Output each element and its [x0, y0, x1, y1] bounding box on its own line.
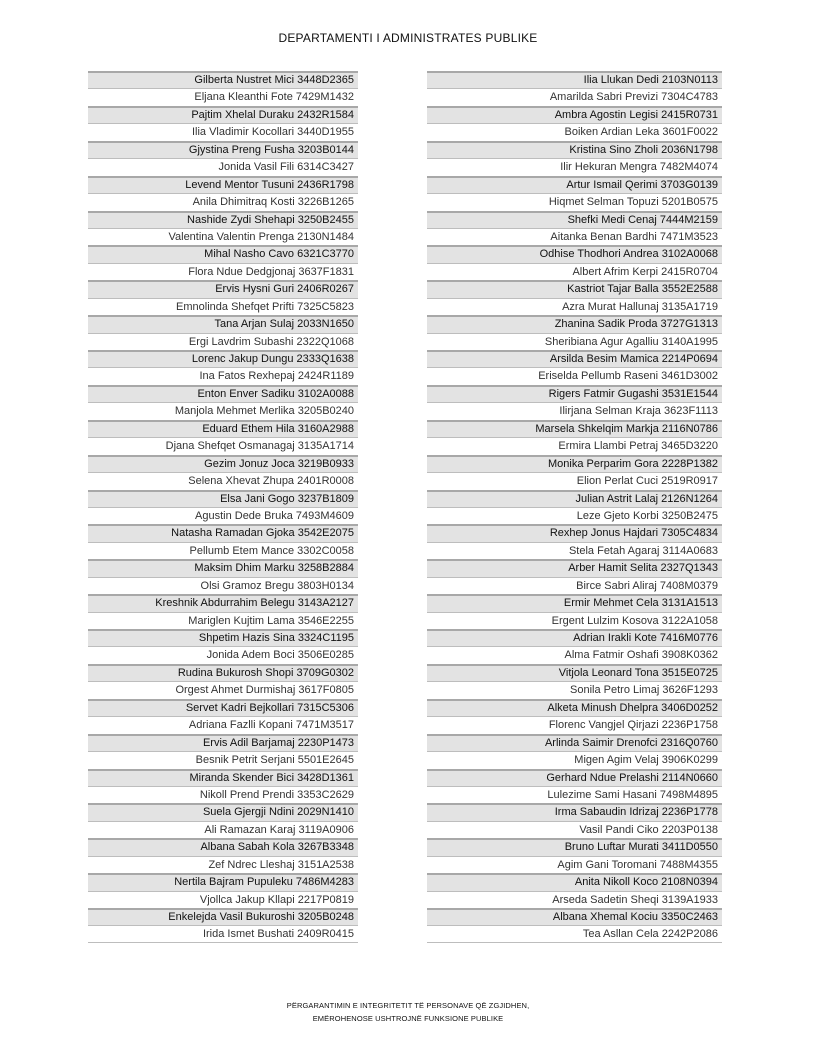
list-item: Anita Nikoll Koco 2108N0394 — [427, 873, 722, 890]
list-item: Anila Dhimitraq Kosti 3226B1265 — [88, 193, 358, 210]
list-item: Manjola Mehmet Merlika 3205B0240 — [88, 402, 358, 419]
list-item: Vjollca Jakup Kllapi 2217P0819 — [88, 891, 358, 908]
list-item: Kristina Sino Zholi 2036N1798 — [427, 141, 722, 158]
list-item: Kreshnik Abdurrahim Belegu 3143A2127 — [88, 594, 358, 611]
list-item: Leze Gjeto Korbi 3250B2475 — [427, 507, 722, 524]
list-item: Irida Ismet Bushati 2409R0415 — [88, 925, 358, 942]
list-item: Florenc Vangjel Qirjazi 2236P1758 — [427, 716, 722, 733]
list-item: Nikoll Prend Prendi 3353C2629 — [88, 786, 358, 803]
list-item: Nertila Bajram Pupuleku 7486M4283 — [88, 873, 358, 890]
list-item: Boiken Ardian Leka 3601F0022 — [427, 123, 722, 140]
list-item: Ilia Vladimir Kocollari 3440D1955 — [88, 123, 358, 140]
list-item: Ervis Hysni Guri 2406R0267 — [88, 280, 358, 297]
list-item: Odhise Thodhori Andrea 3102A0068 — [427, 245, 722, 262]
footer-line-2: EMËROHENOSE USHTROJNË FUNKSIONE PUBLIKE — [312, 1014, 504, 1023]
list-item: Agim Gani Toromani 7488M4355 — [427, 856, 722, 873]
list-item: Levend Mentor Tusuni 2436R1798 — [88, 176, 358, 193]
list-item: Jonida Vasil Fili 6314C3427 — [88, 158, 358, 175]
list-item: Kastriot Tajar Balla 3552E2588 — [427, 280, 722, 297]
list-item: Albana Sabah Kola 3267B3348 — [88, 838, 358, 855]
list-item: Alma Fatmir Oshafi 3908K0362 — [427, 646, 722, 663]
list-item: Bruno Luftar Murati 3411D0550 — [427, 838, 722, 855]
list-item: Ilir Hekuran Mengra 7482M4074 — [427, 158, 722, 175]
list-item: Ina Fatos Rexhepaj 2424R1189 — [88, 367, 358, 384]
list-item: Maksim Dhim Marku 3258B2884 — [88, 559, 358, 576]
list-item: Stela Fetah Agaraj 3114A0683 — [427, 542, 722, 559]
list-item: Zef Ndrec Lleshaj 3151A2538 — [88, 856, 358, 873]
list-item: Rigers Fatmir Gugashi 3531E1544 — [427, 385, 722, 402]
list-item: Nashide Zydi Shehapi 3250B2455 — [88, 211, 358, 228]
list-item: Besnik Petrit Serjani 5501E2645 — [88, 751, 358, 768]
list-item: Arseda Sadetin Sheqi 3139A1933 — [427, 891, 722, 908]
list-item: Ali Ramazan Karaj 3119A0906 — [88, 821, 358, 838]
list-item: Orgest Ahmet Durmishaj 3617F0805 — [88, 681, 358, 698]
list-item: Tana Arjan Sulaj 2033N1650 — [88, 315, 358, 332]
list-item: Gerhard Ndue Prelashi 2114N0660 — [427, 769, 722, 786]
list-item: Ervis Adil Barjamaj 2230P1473 — [88, 734, 358, 751]
list-item: Alketa Minush Dhelpra 3406D0252 — [427, 699, 722, 716]
list-item: Flora Ndue Dedgjonaj 3637F1831 — [88, 263, 358, 280]
left-name-list — [88, 71, 358, 943]
list-item: Lulezime Sami Hasani 7498M4895 — [427, 786, 722, 803]
footer — [0, 999, 816, 1025]
list-item: Gjystina Preng Fusha 3203B0144 — [88, 141, 358, 158]
list-item: Natasha Ramadan Gjoka 3542E2075 — [88, 524, 358, 541]
list-item: Agustin Dede Bruka 7493M4609 — [88, 507, 358, 524]
list-item: Ergi Lavdrim Subashi 2322Q1068 — [88, 333, 358, 350]
list-item: Pajtim Xhelal Duraku 2432R1584 — [88, 106, 358, 123]
list-item: Hiqmet Selman Topuzi 5201B0575 — [427, 193, 722, 210]
list-item: Sonila Petro Limaj 3626F1293 — [427, 681, 722, 698]
list-item: Albert Afrim Kerpi 2415R0704 — [427, 263, 722, 280]
list-item: Zhanina Sadik Proda 3727G1313 — [427, 315, 722, 332]
list-item: Ermira Llambi Petraj 3465D3220 — [427, 437, 722, 454]
list-item: Arber Hamit Selita 2327Q1343 — [427, 559, 722, 576]
list-item: Mihal Nasho Cavo 6321C3770 — [88, 245, 358, 262]
list-item: Arsilda Besim Mamica 2214P0694 — [427, 350, 722, 367]
list-item: Ilia Llukan Dedi 2103N0113 — [427, 71, 722, 88]
list-item: Albana Xhemal Kociu 3350C2463 — [427, 908, 722, 925]
list-item: Selena Xhevat Zhupa 2401R0008 — [88, 472, 358, 489]
list-item: Aitanka Benan Bardhi 7471M3523 — [427, 228, 722, 245]
list-item: Lorenc Jakup Dungu 2333Q1638 — [88, 350, 358, 367]
list-item: Vitjola Leonard Tona 3515E0725 — [427, 664, 722, 681]
list-item: Tea Asllan Cela 2242P2086 — [427, 925, 722, 942]
list-item: Rudina Bukurosh Shopi 3709G0302 — [88, 664, 358, 681]
list-item: Shpetim Hazis Sina 3324C1195 — [88, 629, 358, 646]
list-item: Shefki Medi Cenaj 7444M2159 — [427, 211, 722, 228]
list-item: Sheribiana Agur Agalliu 3140A1995 — [427, 333, 722, 350]
page-title: DEPARTAMENTI I ADMINISTRATES PUBLIKE — [278, 31, 538, 45]
list-item: Julian Astrit Lalaj 2126N1264 — [427, 490, 722, 507]
list-item: Adrian Irakli Kote 7416M0776 — [427, 629, 722, 646]
list-item: Ermir Mehmet Cela 3131A1513 — [427, 594, 722, 611]
list-item: Miranda Skender Bici 3428D1361 — [88, 769, 358, 786]
list-item: Elsa Jani Gogo 3237B1809 — [88, 490, 358, 507]
list-item: Emnolinda Shefqet Prifti 7325C5823 — [88, 298, 358, 315]
list-item: Pellumb Etem Mance 3302C0058 — [88, 542, 358, 559]
list-item: Jonida Adem Boci 3506E0285 — [88, 646, 358, 663]
list-item: Monika Perparim Gora 2228P1382 — [427, 455, 722, 472]
list-item: Mariglen Kujtim Lama 3546E2255 — [88, 612, 358, 629]
list-item: Eriselda Pellumb Raseni 3461D3002 — [427, 367, 722, 384]
list-item: Enkelejda Vasil Bukuroshi 3205B0248 — [88, 908, 358, 925]
list-item: Adriana Fazlli Kopani 7471M3517 — [88, 716, 358, 733]
list-item: Eduard Ethem Hila 3160A2988 — [88, 420, 358, 437]
list-item: Valentina Valentin Prenga 2130N1484 — [88, 228, 358, 245]
list-item: Artur Ismail Qerimi 3703G0139 — [427, 176, 722, 193]
right-name-list — [427, 71, 722, 943]
list-item: Azra Murat Hallunaj 3135A1719 — [427, 298, 722, 315]
list-item: Ergent Lulzim Kosova 3122A1058 — [427, 612, 722, 629]
list-item: Gezim Jonuz Joca 3219B0933 — [88, 455, 358, 472]
list-item: Vasil Pandi Ciko 2203P0138 — [427, 821, 722, 838]
list-item: Birce Sabri Aliraj 7408M0379 — [427, 577, 722, 594]
list-item: Rexhep Jonus Hajdari 7305C4834 — [427, 524, 722, 541]
list-item: Elion Perlat Cuci 2519R0917 — [427, 472, 722, 489]
list-item: Suela Gjergji Ndini 2029N1410 — [88, 803, 358, 820]
list-item: Gilberta Nustret Mici 3448D2365 — [88, 71, 358, 88]
list-item: Djana Shefqet Osmanagaj 3135A1714 — [88, 437, 358, 454]
list-item: Marsela Shkelqim Markja 2116N0786 — [427, 420, 722, 437]
list-item: Irma Sabaudin Idrizaj 2236P1778 — [427, 803, 722, 820]
list-item: Olsi Gramoz Bregu 3803H0134 — [88, 577, 358, 594]
list-item: Migen Agim Velaj 3906K0299 — [427, 751, 722, 768]
list-item: Eljana Kleanthi Fote 7429M1432 — [88, 88, 358, 105]
list-item: Ilirjana Selman Kraja 3623F1113 — [427, 402, 722, 419]
list-item: Amarilda Sabri Previzi 7304C4783 — [427, 88, 722, 105]
list-item: Arlinda Saimir Drenofci 2316Q0760 — [427, 734, 722, 751]
list-item: Enton Enver Sadiku 3102A0088 — [88, 385, 358, 402]
list-item: Ambra Agostin Legisi 2415R0731 — [427, 106, 722, 123]
footer-line-1: PËRGARANTIMIN E INTEGRITETIT TË PERSONAVE QË ZGJIDHEN, — [286, 1001, 530, 1010]
list-item: Servet Kadri Bejkollari 7315C5306 — [88, 699, 358, 716]
